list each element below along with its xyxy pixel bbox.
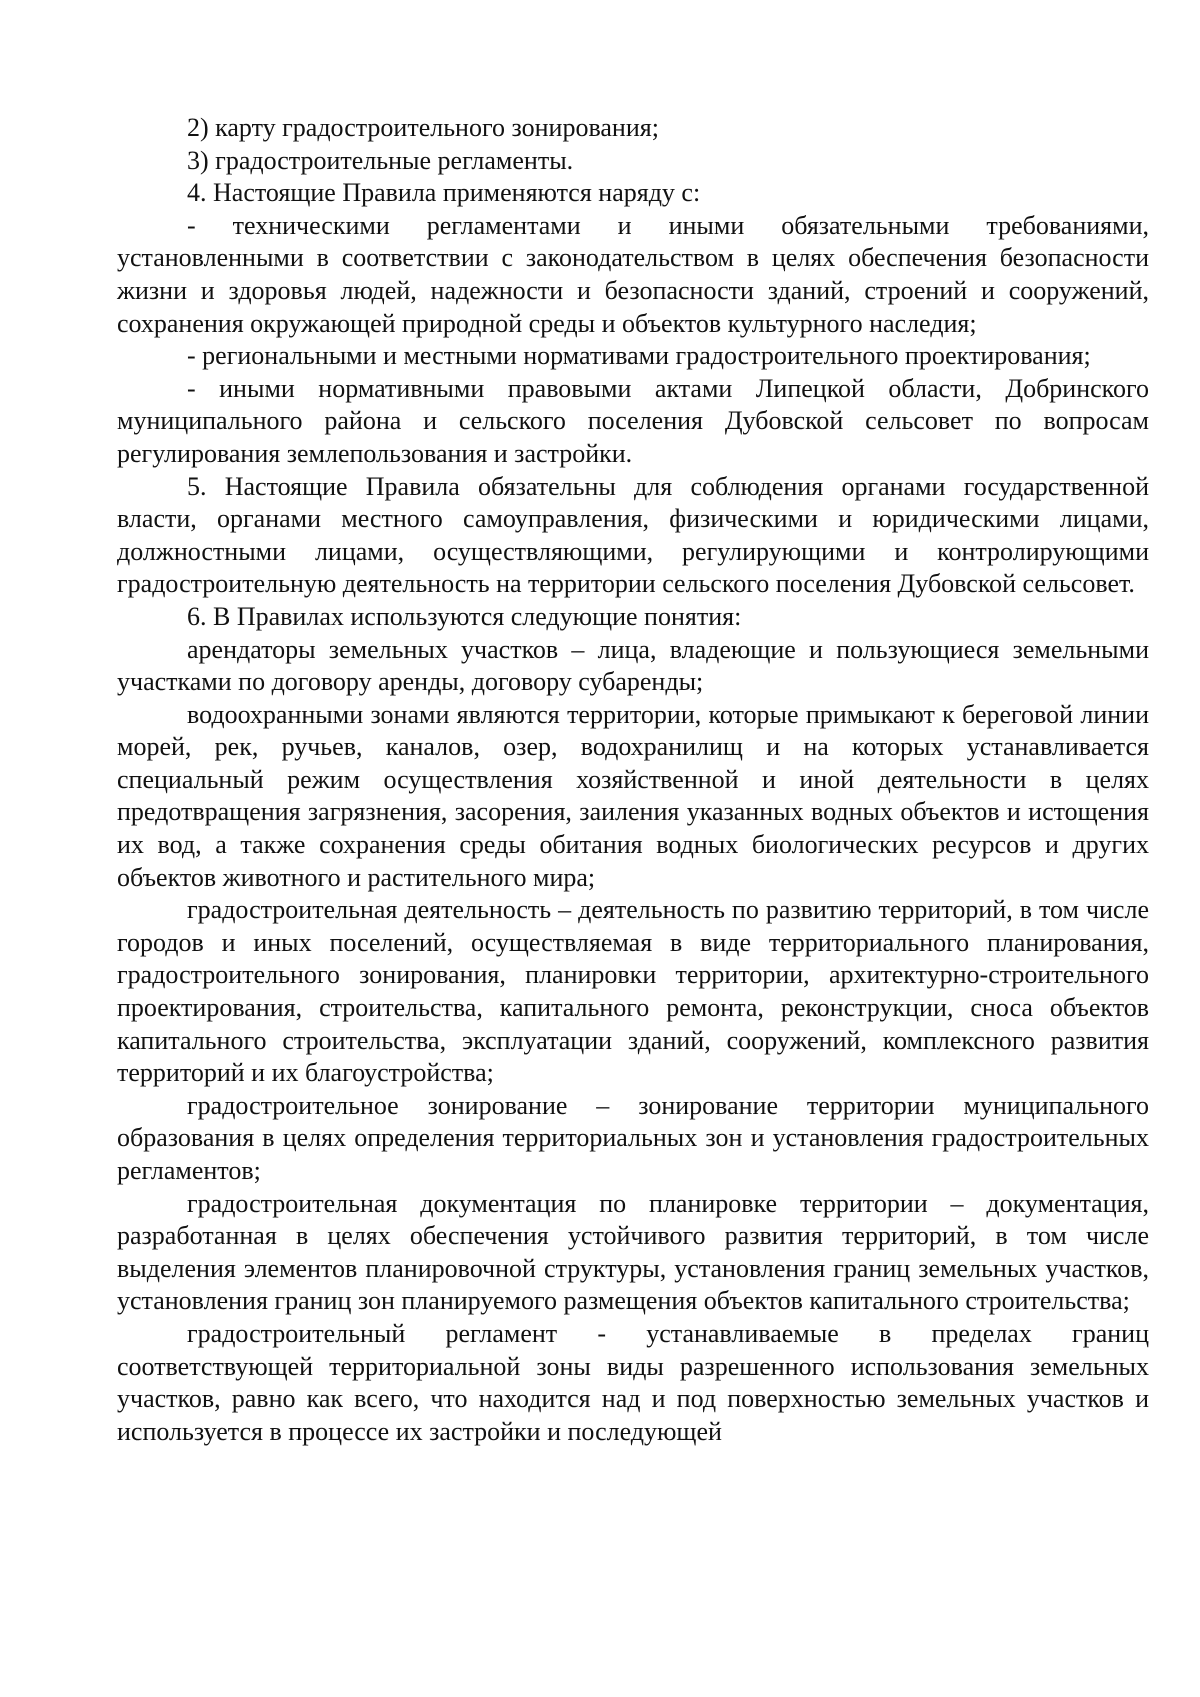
paragraph-section-6: 6. В Правилах используются следующие понятия: (187, 601, 742, 631)
document-body (117, 112, 1149, 1448)
paragraph-item-2: 2) карту градостроительного зонирования; (187, 113, 659, 142)
paragraph-section-4: 4. Настоящие Правила применяются наряду с: (187, 178, 701, 208)
paragraph-section-5: 5. Настоящие Правила обязательны для соблюдения органами государственной власти, органами местного самоуправления, физическими и юридическими лицами, должностными лицами, осуществляющими, регулирующими и контролирующими градостроительную деятельность на территории сельского поселения Дубовской сельсовет. (117, 471, 1149, 599)
paragraph-other-acts: - иными нормативными правовыми актами Липецкой области, Добринского муниципального района и сельского поселения Дубовской сельсовет по вопросам регулирования землепользования и застройки. (117, 373, 1149, 468)
definition-planning-documentation: градостроительная документация по планировке территории – документация, разработанная в целях обеспечения устойчивого развития территорий, в том числе выделения элементов планировочной структуры, установления границ земельных участков, установления границ зон планируемого размещения объектов капитального строительства; (117, 1188, 1149, 1316)
paragraph-regional-norms: - региональными и местными нормативами градостроительного проектирования; (187, 341, 1091, 371)
definition-urban-zoning: градостроительное зонирование – зонирование территории муниципального образования в целях определения территориальных зон и установления градостроительных регламентов; (117, 1090, 1149, 1185)
paragraph-item-3: 3) градостроительные регламенты. (187, 145, 574, 175)
definition-water-protection-zones: водоохранными зонами являются территории, которые примыкают к береговой линии морей, рек, ручьев, каналов, озер, водохранилищ и на которых устанавливается специальный режим осуществления хозяйственной и иной деятельности в целях предотвращения загрязнения, засорения, заиления указанных водных объектов и истощения их вод, а также сохранения среды обитания водных биологических ресурсов и других объектов животного и растительного мира; (117, 699, 1149, 892)
definition-urban-regulation: градостроительный регламент - устанавливаемые в пределах границ соответствующей территориальной зоны виды разрешенного использования земельных участков, равно как всего, что находится над и под поверхностью земельных участков и используется в процессе их застройки и последующей (117, 1318, 1149, 1446)
paragraph-technical-regulations: - техническими регламентами и иными обязательными требованиями, установленными в соответствии с законодательством в целях обеспечения безопасности жизни и здоровья людей, надежности и безопасности зданий, строений и сооружений, сохранения окружающей природной среды и объектов культурного наследия; (117, 210, 1149, 338)
definition-urban-planning-activity: градостроительная деятельность – деятельность по развитию территорий, в том числе городов и иных поселений, осуществляемая в виде территориального планирования, градостроительного зонирования, планировки территории, архитектурно-строительного проектирования, строительства, капитального ремонта, реконструкции, сноса объектов капитального строительства, эксплуатации зданий, сооружений, комплексного развития территорий и их благоустройства; (117, 895, 1149, 1088)
definition-tenants: арендаторы земельных участков – лица, владеющие и пользующиеся земельными участками по договору аренды, договору субаренды; (117, 634, 1149, 697)
